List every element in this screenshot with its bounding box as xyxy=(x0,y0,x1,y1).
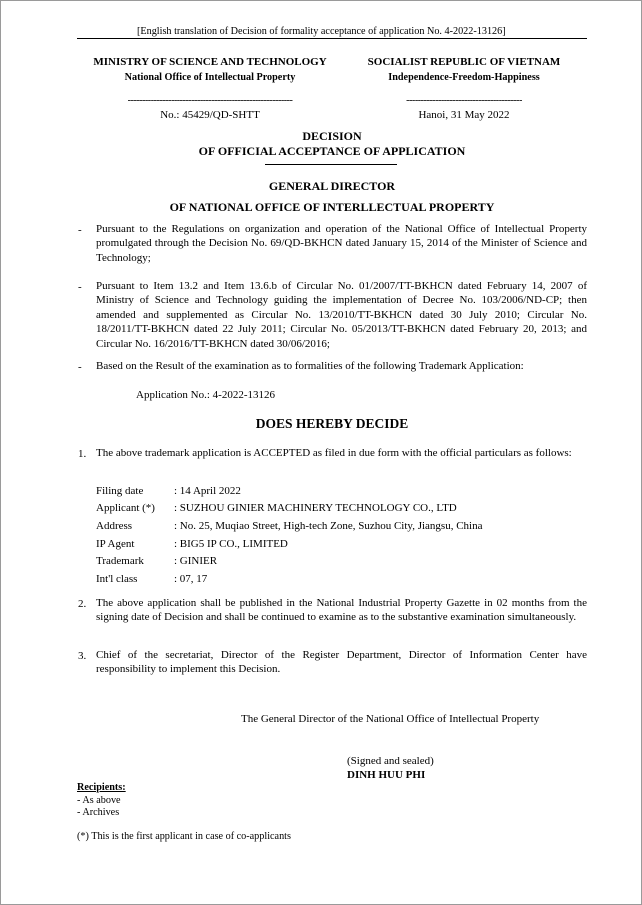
recipient-item: - As above xyxy=(77,795,121,806)
header-rule xyxy=(77,38,587,39)
signed-note: (Signed and sealed) xyxy=(347,755,434,767)
signatory-title: The General Director of the National Office of Intellectual Property xyxy=(241,713,540,725)
right-dash-line: ---------------------------------------- xyxy=(406,95,522,106)
title-line-1: DECISION xyxy=(302,129,362,143)
particular-row xyxy=(96,519,482,533)
decision-number-3: 3. xyxy=(78,650,87,662)
national-motto: Independence-Freedom-Happiness xyxy=(388,72,540,83)
decide-heading: DOES HEREBY DECIDE xyxy=(255,416,409,431)
title-line-2: OF OFFICIAL ACCEPTANCE OF APPLICATION xyxy=(198,144,466,158)
decision-date: Hanoi, 31 May 2022 xyxy=(418,109,510,121)
recipients-heading: Recipients: xyxy=(77,782,126,793)
signatory-name: DINH HUU PHI xyxy=(347,769,426,781)
particular-label: Trademark xyxy=(96,555,144,567)
office-name: National Office of Intellectual Property xyxy=(124,72,296,83)
ground-item: Pursuant to Item 13.2 and Item 13.6.b of Circular No. 01/2007/TT-BKHCN dated February 14, 2007 of Ministry of Science and Technology guiding the implementation of Decree No. 103/2006/ND-CP; then amended and supplemented as Circular No. 13/2010/TT-BKHCN dated 30 July 2010; Circular No. 18/2011/TT-BKHCN dated 22 July 2011; Circular No. 05/2013/TT-BKHCN dated February 20, 2013; and Circular No. 16/2016/TT-BKHCN dated 30/06/2016; xyxy=(96,280,587,350)
translation-note: [English translation of Decision of formality acceptance of application No. 4-2022-13126] xyxy=(137,26,506,37)
title-underline xyxy=(265,164,397,165)
particular-label: IP Agent xyxy=(96,538,135,550)
particular-value: : 07, 17 xyxy=(174,573,208,585)
particular-label: Filing date xyxy=(96,485,144,497)
decision-item: The above application shall be published in the National Industrial Property Gazette in 02 months from the signing date of Decision and shall be continued to examine as to the substantive examination simultaneously. xyxy=(96,597,587,624)
bullet-marker: - xyxy=(78,224,82,236)
left-dash-line: --------------------------------------------------------- xyxy=(127,95,293,106)
particular-row xyxy=(96,554,217,568)
bullet-marker: - xyxy=(78,281,82,293)
recipient-item: - Archives xyxy=(77,807,120,818)
application-number: Application No.: 4-2022-13126 xyxy=(136,389,276,401)
decision-item: Chief of the secretariat, Director of the Register Department, Director of Information Center have responsibility to implement this Decision. xyxy=(96,649,587,676)
footnote: (*) This is the first applicant in case of co-applicants xyxy=(77,831,291,842)
decision-number-1: 1. xyxy=(78,448,87,460)
ground-item: Pursuant to the Regulations on organization and operation of the National Office of Intellectual Property promulgated through the Decision No. 69/QD-BKHCN dated January 15, 2014 of the Minister of Science and Technology; xyxy=(96,223,587,264)
particular-value: : 14 April 2022 xyxy=(174,485,241,497)
particular-label: Applicant (*) xyxy=(96,502,155,514)
authority-line-1: GENERAL DIRECTOR xyxy=(268,179,396,193)
particular-row xyxy=(96,572,207,586)
document-title xyxy=(77,129,587,159)
particular-label: Int'l class xyxy=(96,573,138,585)
particular-value: : No. 25, Muqiao Street, High-tech Zone, Suzhou City, Jiangsu, China xyxy=(174,520,483,532)
particular-value: : GINIER xyxy=(174,555,218,567)
issuing-authority xyxy=(77,179,587,215)
right-header xyxy=(360,55,568,122)
particular-value: : BIG5 IP CO., LIMITED xyxy=(174,538,288,550)
ground-item: Based on the Result of the examination as to formalities of the following Trademark Application: xyxy=(96,360,524,372)
decision-number-2: 2. xyxy=(78,598,87,610)
particular-row xyxy=(96,484,241,498)
decision-number: No.: 45429/QD-SHTT xyxy=(160,109,260,121)
particular-value: : SUZHOU GINIER MACHINERY TECHNOLOGY CO., LTD xyxy=(174,502,457,514)
particular-row xyxy=(96,501,457,515)
authority-line-2: OF NATIONAL OFFICE OF INTERLLECTUAL PROPERTY xyxy=(169,200,495,214)
particular-label: Address xyxy=(96,520,133,532)
bullet-marker: - xyxy=(78,361,82,373)
particular-row xyxy=(96,537,288,551)
decision-item: The above trademark application is ACCEPTED as filed in due form with the official particulars as follows: xyxy=(96,447,572,459)
left-header xyxy=(80,55,340,122)
ministry-name: MINISTRY OF SCIENCE AND TECHNOLOGY xyxy=(93,56,327,68)
republic-name: SOCIALIST REPUBLIC OF VIETNAM xyxy=(367,56,561,68)
